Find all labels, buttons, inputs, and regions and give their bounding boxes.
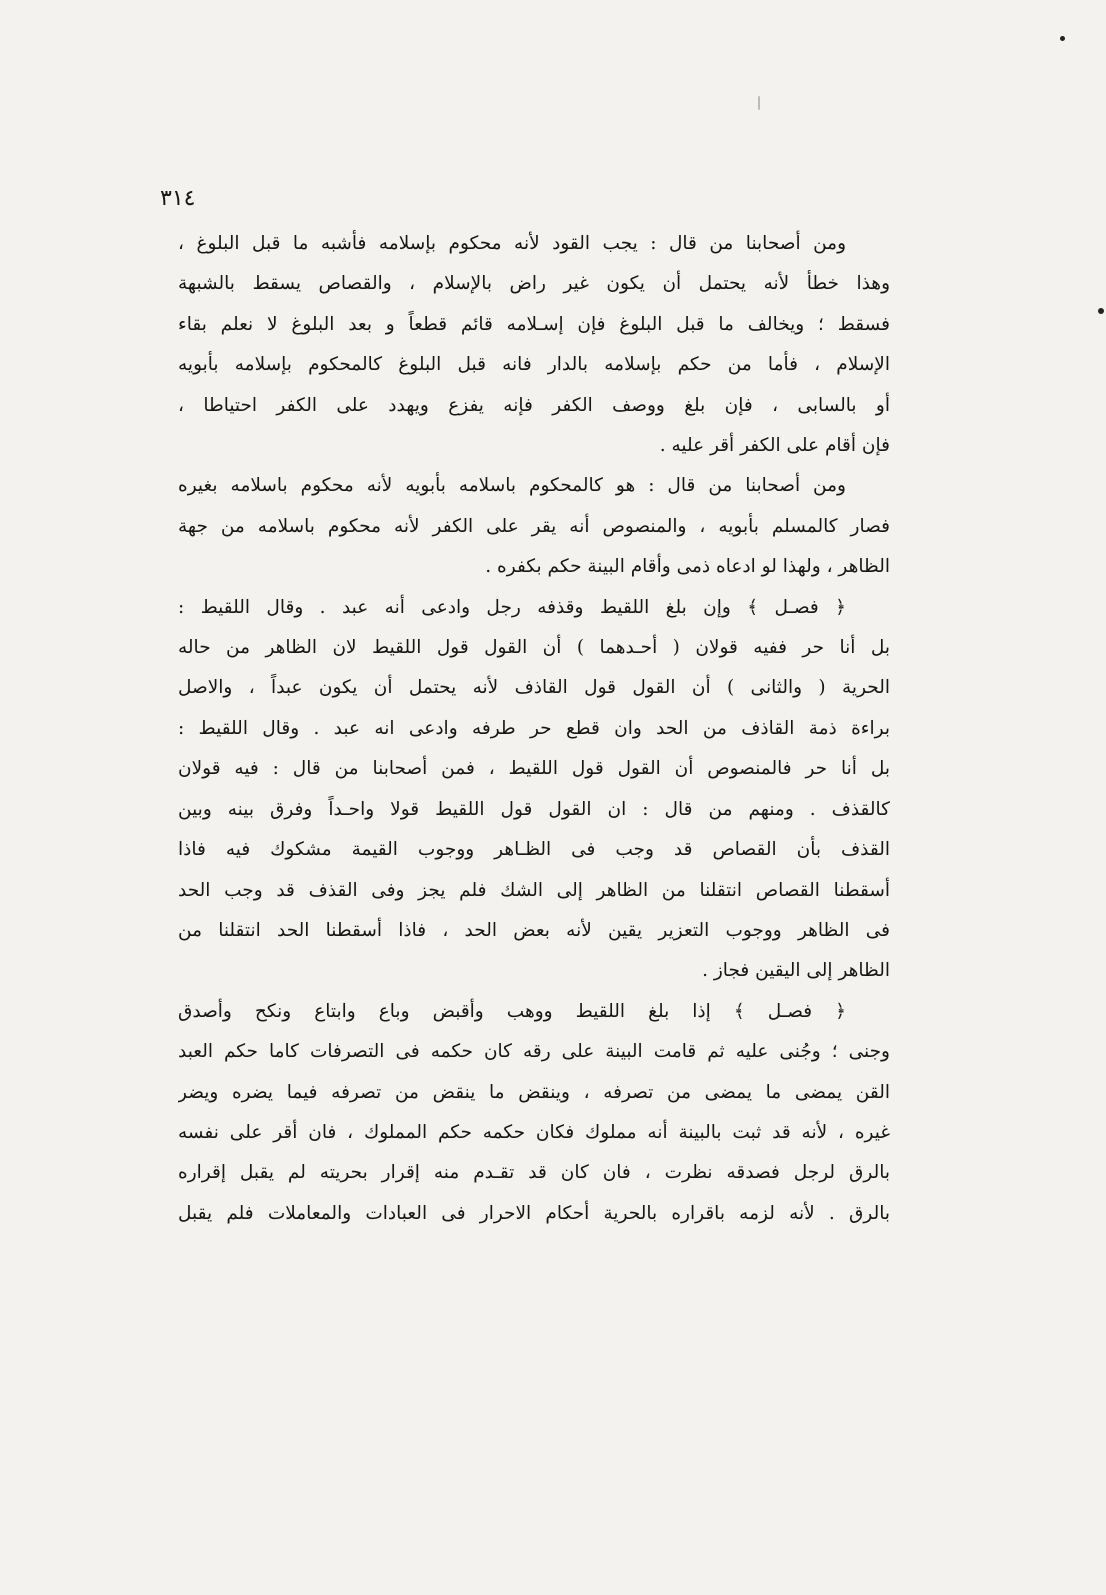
text-line: فسقط ؛ ويخالف ما قبل البلوغ فإن إسـلامه قائم قطعاً و بعد البلوغ لا نعلم بقاء (178, 313, 890, 335)
section-heading-line: ﴿ فصـل ﴾ وإن بلغ اللقيط وقذفه رجل وادعى أنه عبد . وقال اللقيط : (178, 596, 846, 618)
text-line: ومن أصحابنا من قال : يجب القود لأنه محكوم بإسلامه فأشبه ما قبل البلوغ ، (178, 233, 846, 254)
text-line: أسقطنا القصاص انتقلنا من الظاهر إلى الشك فلم يجز وفى القذف قد وجب الحد (178, 879, 890, 901)
text-line: الإسلام ، فأما من حكم بإسلامه بالدار فانه قبل البلوغ كالمحكوم بإسلامه بأبويه (178, 354, 890, 376)
ink-speck (1060, 36, 1065, 41)
paragraph (178, 224, 890, 466)
paragraph (178, 992, 890, 1234)
text-line: الحرية ( والثانى ) أن القول قول القاذف لأنه يحتمل أن يكون عبداً ، والاصل (178, 677, 890, 699)
text-line: ومن أصحابنا من قال : هو كالمحكوم باسلامه بأبويه لأنه محكوم باسلامه بغيره (178, 475, 846, 497)
text-line: براءة ذمة القاذف من الحد وان قطع حر طرفه وادعى انه عبد . وقال اللقيط : (178, 717, 890, 739)
page-number: ٣١٤ (160, 186, 196, 211)
ink-speck (1098, 308, 1104, 314)
text-line: فى الظاهر ووجوب التعزير يقين لأنه بعض الحد ، فاذا أسقطنا الحد انتقلنا من (178, 919, 890, 941)
body-text (178, 224, 890, 1234)
text-line: بالرق لرجل فصدقه نظرت ، فان كان قد تقـدم منه إقرار بحريته لم يقبل إقراره (178, 1162, 890, 1184)
text-line: فإن أقام على الكفر أقر عليه . (659, 435, 890, 457)
section-heading-line: ﴿ فصـل ﴾ إذا بلغ اللقيط ووهب وأقبض وباع وابتاع ونكح وأصدق (178, 1000, 846, 1022)
text-line: الظاهر ، ولهذا لو ادعاه ذمى وأقام البينة حكم بكفره . (485, 556, 890, 578)
scan-mark (758, 96, 760, 110)
text-line: غيره ، لأنه قد ثبت بالبينة أنه مملوك فكان حكمه حكم المملوك ، فان أقر على نفسه (178, 1121, 890, 1143)
text-line: أو بالسابى ، فإن بلغ ووصف الكفر فإنه يفزع ويهدد على الكفر احتياطا ، (178, 394, 890, 416)
text-line: القن يمضى ما يمضى من تصرفه ، وينقض ما ينقض من تصرفه فيما يضره ويضر (178, 1081, 890, 1103)
text-line: فصار كالمسلم بأبويه ، والمنصوص أنه يقر على الكفر لأنه محكوم باسلامه من جهة (178, 515, 890, 537)
text-line: بل أنا حر ففيه قولان ( أحـدهما ) أن القول قول اللقيط لان الظاهر من حاله (178, 637, 890, 659)
text-line: بل أنا حر فالمنصوص أن القول قول اللقيط ، فمن أصحابنا من قال : فيه قولان (178, 758, 890, 780)
text-line: بالرق . لأنه لزمه باقراره بالحرية أحكام الاحرار فى العبادات والمعاملات فلم يقبل (178, 1202, 890, 1224)
paragraph (178, 466, 890, 587)
text-line: وجنى ؛ وجُنى عليه ثم قامت البينة على رقه كان حكمه فى التصرفات كاما حكم العبد (178, 1041, 890, 1063)
text-line: وهذا خطأ لأنه يحتمل أن يكون غير راض بالإسلام ، والقصاص يسقط بالشبهة (178, 273, 890, 295)
text-line: كالقذف . ومنهم من قال : ان القول قول اللقيط قولا واحـداً وفرق بينه وبين (178, 798, 890, 820)
text-line: الظاهر إلى اليقين فجاز . (702, 960, 890, 982)
paragraph (178, 588, 890, 992)
text-line: القذف بأن القصاص قد وجب فى الظـاهر ووجوب القيمة مشكوك فيه فاذا (178, 839, 890, 861)
